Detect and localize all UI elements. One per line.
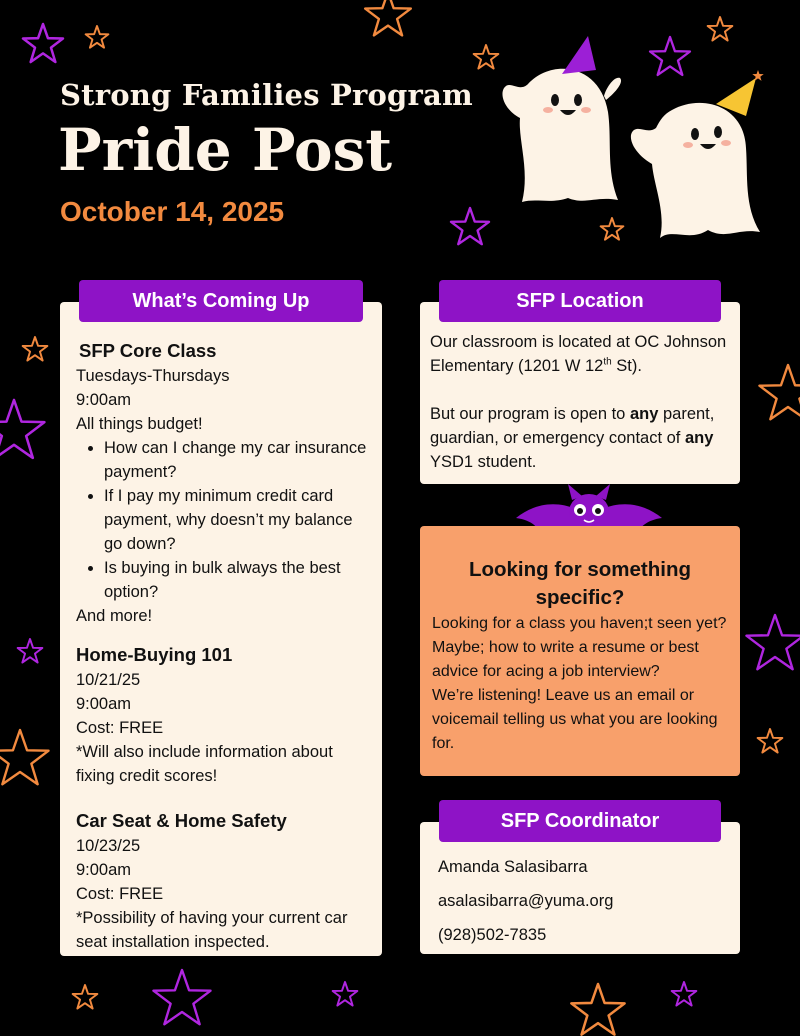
request-title: Looking for something specific?	[468, 558, 692, 609]
core-class-bullets	[104, 436, 372, 604]
core-class-topic: All things budget!	[76, 415, 203, 433]
list-item: • How can I change my car insurance payment?	[104, 436, 372, 484]
star-icon	[708, 17, 733, 41]
home-buying-note: *Will also include information about fixing credit scores!	[76, 743, 333, 785]
star-icon	[746, 615, 800, 669]
star-icon	[650, 37, 690, 75]
request-body: Looking for a class you haven;t seen yet? Maybe; how to write a resume or best advice for acing a job interview? We’re listening! Leave us an email or voicemail telling us what you are looking for.	[432, 615, 727, 752]
star-icon	[73, 985, 98, 1009]
home-buying-time: 9:00am	[76, 695, 132, 713]
coming-up-heading: What’s Coming Up	[79, 280, 363, 322]
car-seat-note: *Possibility of having your current car seat installation inspected.	[76, 909, 348, 951]
star-icon	[18, 639, 43, 663]
coming-up-panel	[60, 302, 382, 956]
star-icon	[601, 218, 624, 240]
coordinator-name: Amanda Salasibarra	[438, 858, 588, 876]
car-seat-date: 10/23/25	[76, 837, 141, 855]
car-seat-time: 9:00am	[76, 861, 132, 879]
coordinator-email[interactable]: asalasibarra@yuma.org	[438, 892, 614, 910]
issue-date: October 14, 2025	[60, 196, 285, 227]
location-eligibility: But our program is open to any parent, guardian, or emergency contact of any YSD1 student.	[430, 405, 715, 471]
car-seat-title: Car Seat & Home Safety	[76, 810, 287, 831]
program-name: Strong Families Program	[60, 78, 473, 112]
core-class-title: SFP Core Class	[79, 340, 217, 361]
star-icon	[365, 0, 411, 35]
star-icon	[474, 45, 499, 69]
coordinator-heading: SFP Coordinator	[439, 800, 721, 842]
star-icon	[451, 208, 489, 244]
star-icon	[86, 26, 109, 48]
star-icon	[759, 365, 800, 419]
location-address: Our classroom is located at OC Johnson Elementary (1201 W 12th St).	[430, 333, 727, 375]
location-panel	[420, 302, 740, 484]
star-icon	[571, 984, 624, 1035]
core-class-days: Tuesdays-Thursdays	[76, 367, 230, 385]
core-class-time: 9:00am	[76, 391, 132, 409]
ghost-icon	[631, 70, 764, 238]
ghost-icon	[502, 36, 621, 202]
star-icon	[153, 970, 210, 1024]
newsletter-title: Pride Post	[58, 116, 393, 184]
car-seat-cost: Cost: FREE	[76, 885, 164, 903]
home-buying-title: Home-Buying 101	[76, 644, 233, 665]
star-icon	[0, 400, 44, 458]
star-icon	[333, 982, 358, 1006]
star-icon	[23, 337, 48, 361]
star-icon	[758, 729, 783, 753]
request-panel	[420, 526, 740, 776]
home-buying-date: 10/21/25	[76, 671, 141, 689]
list-item: • Is buying in bulk always the best option?	[104, 556, 372, 604]
star-icon	[672, 982, 697, 1006]
list-item: • If I pay my minimum credit card payment, why doesn’t my balance go down?	[104, 484, 372, 556]
core-class-more: And more!	[76, 607, 153, 625]
star-icon	[23, 24, 63, 62]
location-heading: SFP Location	[439, 280, 721, 322]
star-icon	[0, 730, 49, 784]
home-buying-cost: Cost: FREE	[76, 719, 164, 737]
coordinator-phone[interactable]: (928)502-7835	[438, 926, 547, 944]
